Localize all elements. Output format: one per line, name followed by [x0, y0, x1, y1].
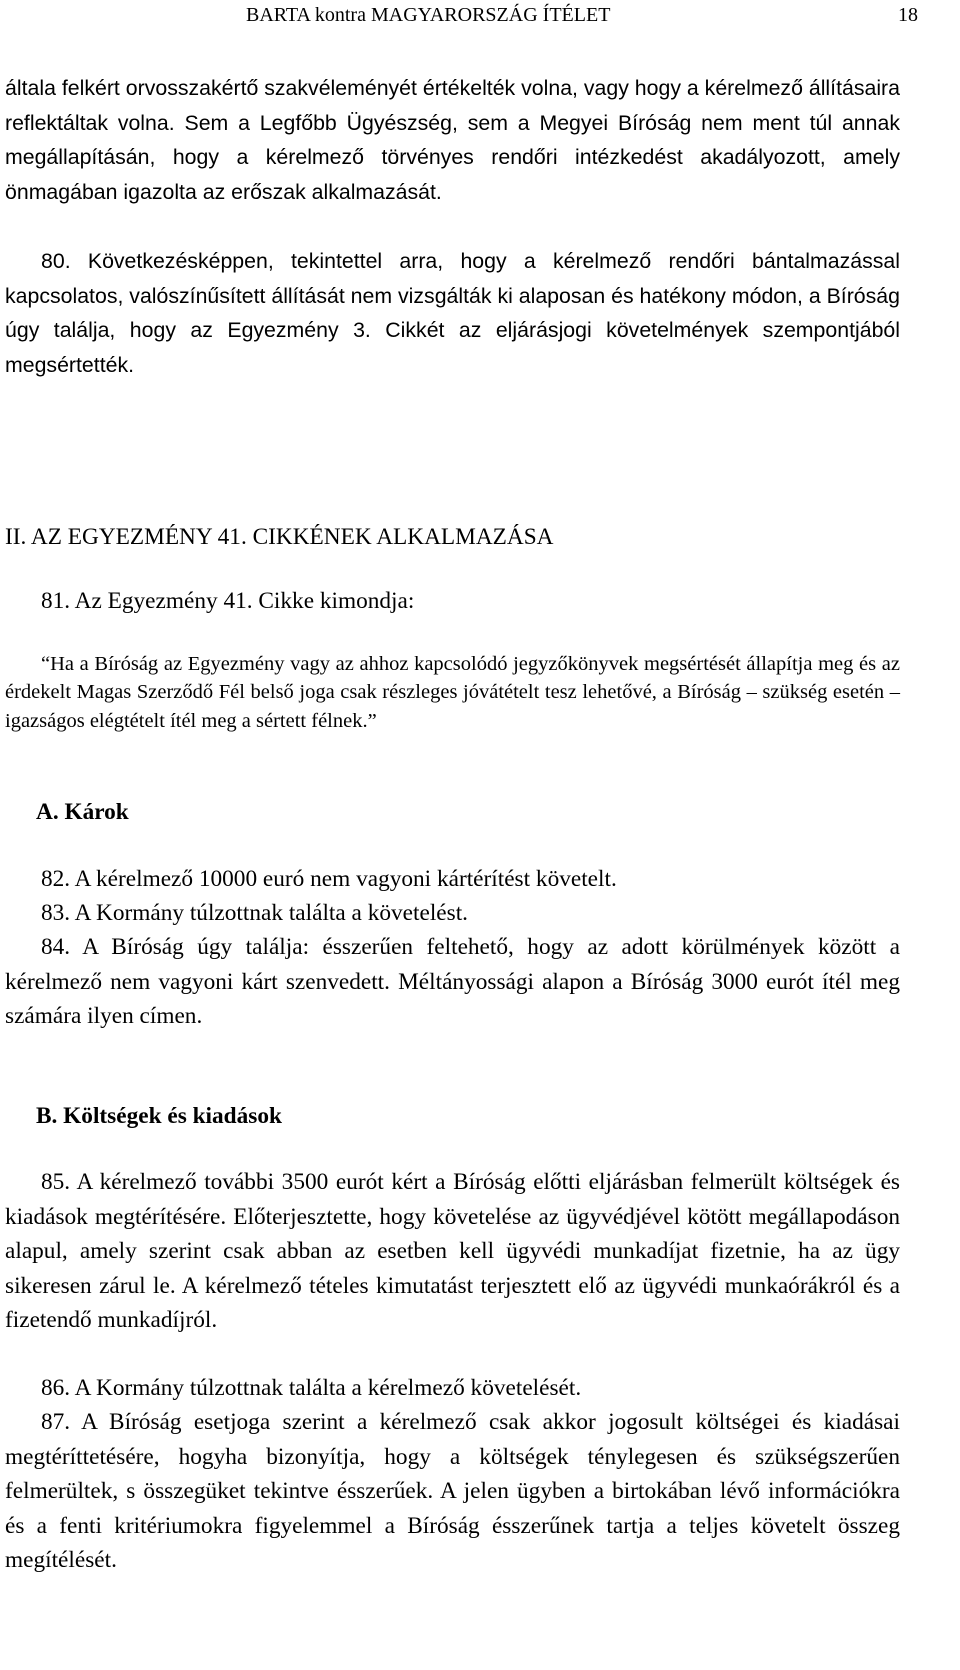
section-heading-ii: II. AZ EGYEZMÉNY 41. CIKKÉNEK ALKALMAZÁSA	[5, 524, 554, 550]
page-number: 18	[898, 4, 918, 26]
paragraph-79-continuation: általa felkért orvosszakértő szakvéleményét értékelték volna, vagy hogy a kérelmező állításaira reflektáltak volna. Sem a Legfőbb Ügyészség, sem a Megyei Bíróság nem ment túl annak megállapításán, hogy a kérelmező törvényes rendőri intézkedést akadályozott, amely önmagában igazolta az erőszak alkalmazását.	[5, 76, 900, 204]
section-heading-b: B. Költségek és kiadások	[36, 1103, 282, 1129]
paragraph-87: 87. A Bíróság esetjoga szerint a kérelmező csak akkor jogosult költségei és kiadásai megtéríttetésére, hogyha bizonyítja, hogy a költségek ténylegesen és szükségszerűen felmerültek, s összegüket tekintve ésszerűek. A jelen ügyben a birtokában lévő információkra és a fenti kritériumokra figyelemmel a Bíróság ésszerűnek tartja a teljes követelt összeg megítélését.	[5, 1409, 900, 1573]
paragraph-81: 81. Az Egyezmény 41. Cikke kimondja:	[41, 588, 415, 614]
paragraph-85: 85. A kérelmező további 3500 eurót kért a Bíróság előtti eljárásban felmerült költségek és kiadások megtérítésére. Előterjesztette, hogy követelése az ügyvédjével kötött megállapodáson alapul, amely szerint csak abban az esetben kell ügyvédi munkadíjat fizetnie, ha az ügy sikeresen zárul le. A kérelmező tételes kimutatást terjesztett elő az ügyvédi munkaórákról és a fizetendő munkadíjról.	[5, 1169, 900, 1333]
paragraph-80: 80. Következésképpen, tekintettel arra, hogy a kérelmező rendőri bántalmazással kapcsolatos, valószínűsített állítását nem vizsgálták ki alaposan és hatékony módon, a Bíróság úgy találja, hogy az Egyezmény 3. Cikkét az eljárásjogi követelmények szempontjából megsértették.	[5, 249, 900, 377]
quoted-article-41: “Ha a Bíróság az Egyezmény vagy az ahhoz kapcsolódó jegyzőkönyvek megsértését állapítja meg és az érdekelt Magas Szerződő Fél belső joga csak részleges jóvátételt tesz lehetővé, a Bíróság – szükség esetén – igazságos elégtételt ítél meg a sértett félnek.”	[5, 653, 900, 732]
running-title: BARTA kontra MAGYARORSZÁG ÍTÉLET	[246, 4, 611, 26]
paragraph-83: 83. A Kormány túlzottnak találta a követelést.	[41, 900, 468, 926]
paragraph-82: 82. A kérelmező 10000 euró nem vagyoni kártérítést követelt.	[41, 866, 617, 892]
section-heading-a: A. Károk	[36, 799, 129, 825]
paragraph-86: 86. A Kormány túlzottnak találta a kérelmező követelését.	[41, 1375, 582, 1401]
page-header	[246, 4, 918, 28]
paragraph-84: 84. A Bíróság úgy találja: ésszerűen feltehető, hogy az adott körülmények között a kérelmező nem vagyoni kárt szenvedett. Méltányossági alapon a Bíróság 3000 eurót ítél meg számára ilyen címen.	[5, 934, 900, 1029]
